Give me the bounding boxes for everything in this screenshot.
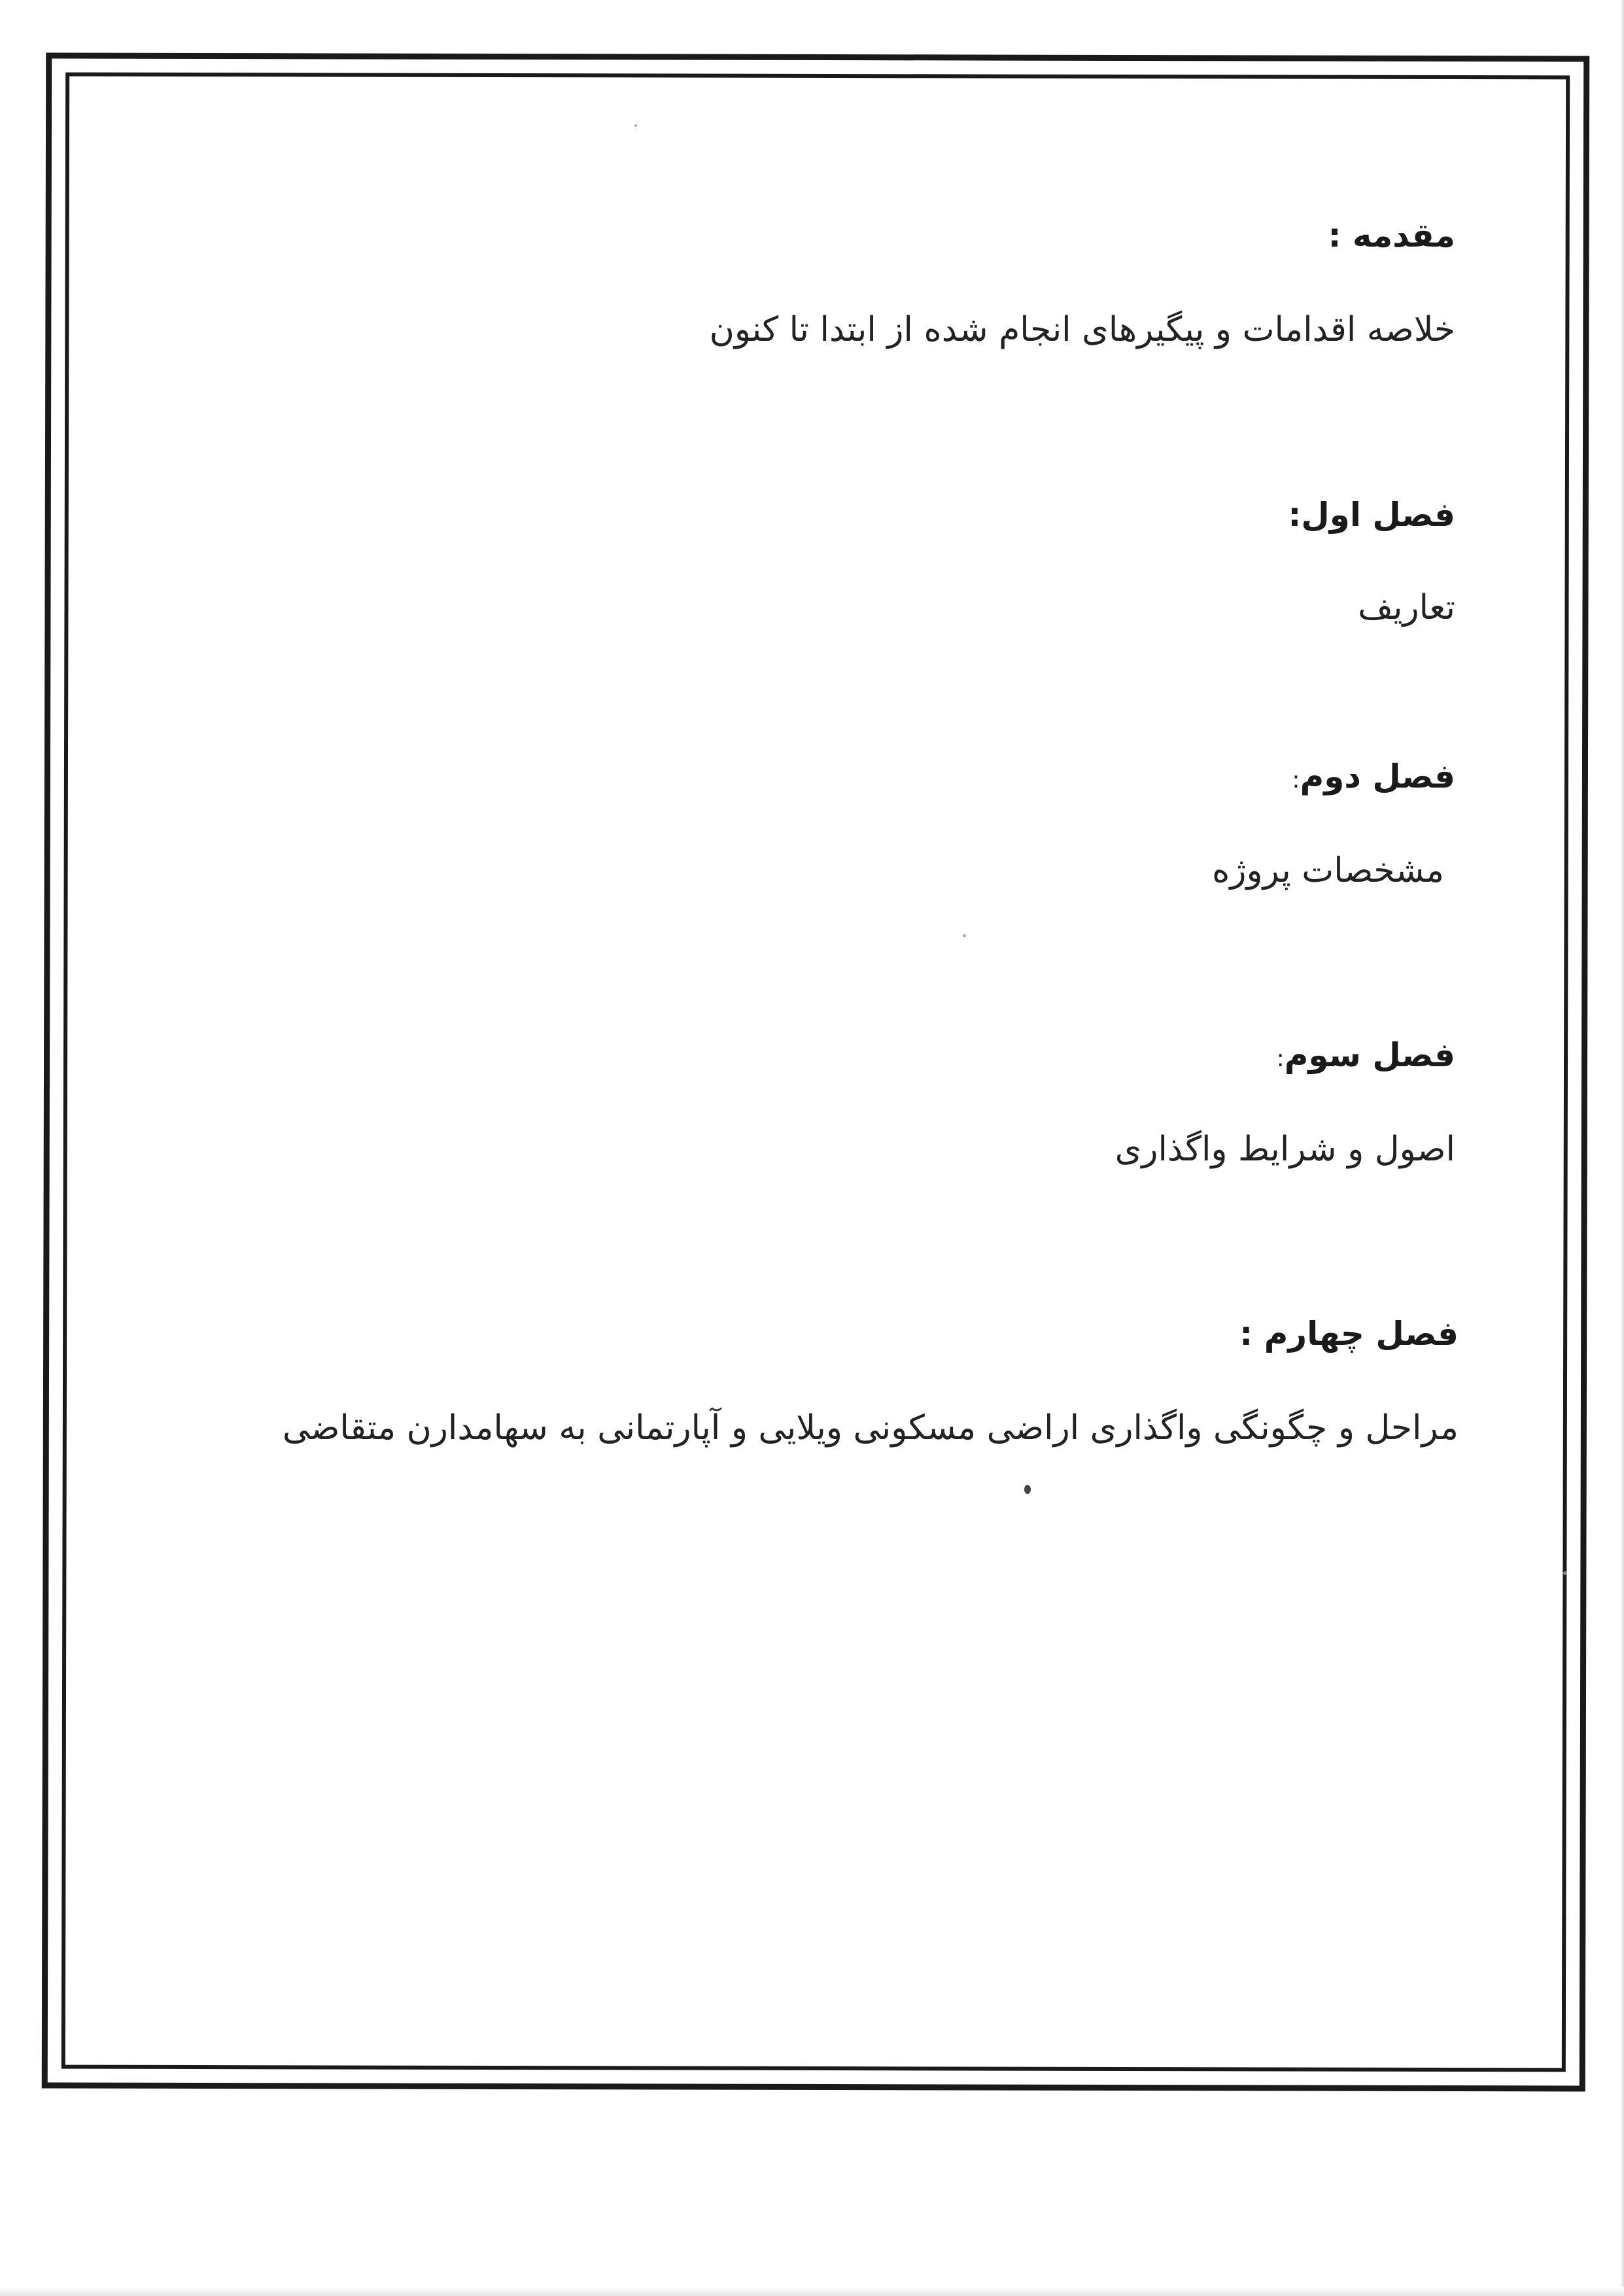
heading-text: مقدمه :	[1328, 217, 1455, 254]
section-text: اصول و شرایط واگذاری	[1114, 1130, 1455, 1169]
heading-text: فصل اول:	[1288, 496, 1455, 534]
heading-text: فصل چهارم :	[1239, 1315, 1459, 1353]
scan-speck	[1563, 1571, 1567, 1575]
heading-text: فصل سوم	[1284, 1036, 1455, 1074]
section-text: مراحل و چگونگی واگذاری اراضی مسکونی ویلایی و آپارتمانی به سهامدارن متقاضی	[282, 1408, 1459, 1448]
section-heading	[1288, 492, 1455, 542]
section-heading	[1292, 754, 1455, 803]
page-edge-shadow	[1620, 0, 1624, 2296]
scan-speck	[963, 934, 966, 937]
heading-suffix: :	[1276, 1045, 1285, 1072]
section-text: مشخصات پروژه	[1212, 851, 1444, 890]
heading-suffix: :	[1292, 767, 1300, 793]
scan-speck	[634, 124, 637, 127]
section-heading	[1277, 1032, 1455, 1082]
page-bottom-edge	[0, 2287, 1624, 2296]
heading-text: فصل دوم	[1300, 757, 1455, 795]
section-heading	[1328, 213, 1455, 262]
section-heading	[1239, 1311, 1459, 1361]
scan-speck	[1024, 1485, 1031, 1494]
section-text: تعاریف	[1358, 588, 1455, 627]
section-text: خلاصه اقدامات و پیگیرهای انجام شده از ابتدا تا کنون	[709, 310, 1455, 349]
